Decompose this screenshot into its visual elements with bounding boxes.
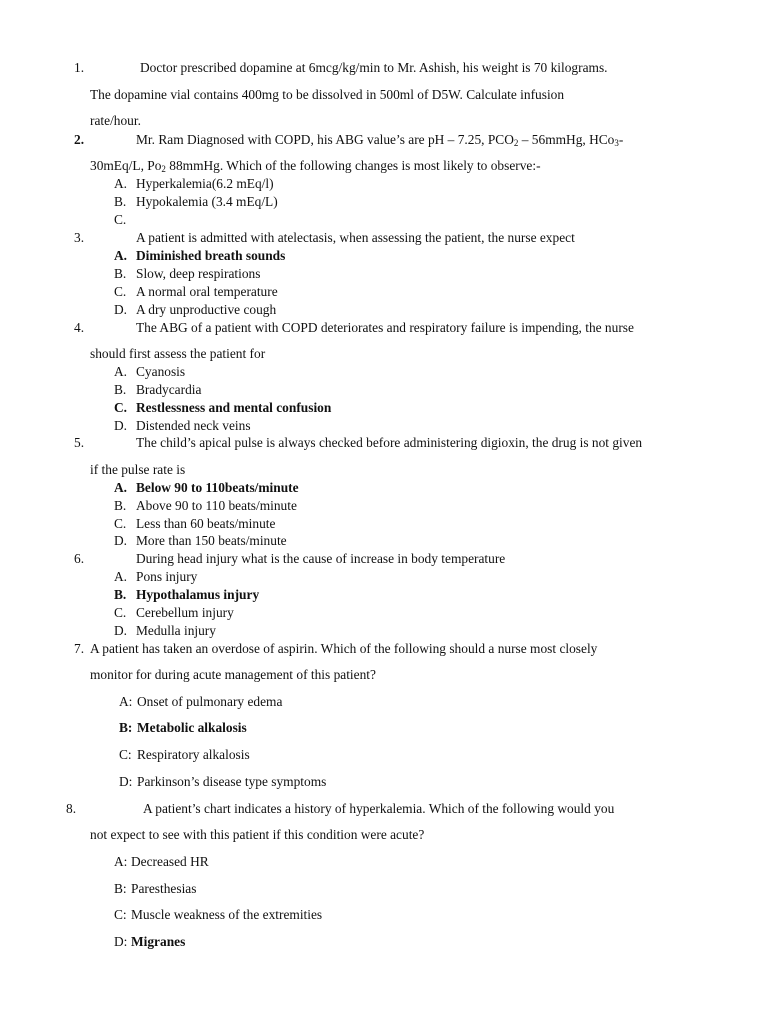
q3-option-c: A normal oral temperature (136, 284, 278, 299)
q8-text: A patient’s chart indicates a history of hyperkalemia. Which of the following would you (143, 801, 615, 816)
q4-option-b-letter: B. (114, 382, 127, 397)
q1-text-line2: The dopamine vial contains 400mg to be dissolved in 500ml of D5W. Calculate infusion (90, 87, 565, 102)
q4-option-c-letter: C. (114, 400, 128, 415)
q5-number: 5. (74, 435, 85, 450)
q4-option-a-letter: A. (114, 364, 128, 379)
q2-option-c-letter: C. (114, 212, 127, 227)
q8-option-d-letter: D: (114, 934, 128, 949)
q8-option-c: Muscle weakness of the extremities (131, 907, 323, 922)
q3-option-b: Slow, deep respirations (136, 266, 261, 281)
q5-option-b-letter: B. (114, 498, 127, 513)
q7-option-c-letter: C: (119, 747, 132, 762)
q4-option-d: Distended neck veins (136, 418, 251, 433)
q7-option-c: Respiratory alkalosis (137, 747, 250, 762)
q7-number: 7. (74, 641, 85, 656)
q7-text-line2: monitor for during acute management of this patient? (90, 667, 376, 682)
q8-option-b-letter: B: (114, 881, 127, 896)
q8-number: 8. (66, 801, 77, 816)
q8-option-b: Paresthesias (131, 881, 197, 896)
q8-option-d: Migranes (131, 934, 186, 949)
q4-option-a: Cyanosis (136, 364, 186, 379)
q5-text: The child’s apical pulse is always checked before administering digioxin, the drug is not given (136, 435, 643, 450)
q5-option-d-letter: D. (114, 533, 128, 548)
q2-option-a: Hyperkalemia(6.2 mEq/l) (136, 176, 274, 191)
q7-option-d-letter: D: (119, 774, 133, 789)
q5-option-c: Less than 60 beats/minute (136, 516, 276, 531)
q5-text-line2: if the pulse rate is (90, 462, 186, 477)
q2-option-b: Hypokalemia (3.4 mEq/L) (136, 194, 278, 209)
q4-option-b: Bradycardia (136, 382, 202, 397)
q6-option-b-letter: B. (114, 587, 127, 602)
q8-option-c-letter: C: (114, 907, 127, 922)
q8-text-line2: not expect to see with this patient if this condition were acute? (90, 827, 425, 842)
q4-option-d-letter: D. (114, 418, 128, 433)
q6-text: During head injury what is the cause of increase in body temperature (136, 551, 506, 566)
q4-option-c: Restlessness and mental confusion (136, 400, 332, 415)
q1-number: 1. (74, 60, 85, 75)
q5-option-a: Below 90 to 110beats/minute (136, 480, 299, 495)
q1-text: Doctor prescribed dopamine at 6mcg/kg/min to Mr. Ashish, his weight is 70 kilograms. (140, 60, 608, 75)
q4-number: 4. (74, 320, 85, 335)
q7-text: A patient has taken an overdose of aspirin. Which of the following should a nurse most closely (90, 641, 598, 656)
q3-number: 3. (74, 230, 85, 245)
q3-option-d-letter: D. (114, 302, 128, 317)
q4-text-line2: should first assess the patient for (90, 346, 266, 361)
q5-option-c-letter: C. (114, 516, 127, 531)
q6-option-c-letter: C. (114, 605, 127, 620)
q2-option-b-letter: B. (114, 194, 127, 209)
q6-option-c: Cerebellum injury (136, 605, 234, 620)
q4-text: The ABG of a patient with COPD deteriorates and respiratory failure is impending, the nurse (136, 320, 634, 335)
q1-text-line3: rate/hour. (90, 113, 141, 128)
q6-number: 6. (74, 551, 85, 566)
q7-option-a: Onset of pulmonary edema (137, 694, 283, 709)
q2-number: 2. (74, 132, 85, 147)
q5-option-d: More than 150 beats/minute (136, 533, 287, 548)
q8-option-a-letter: A: (114, 854, 128, 869)
q2-text-line2: 30mEq/L, $Po_2$ 88mmHg. Which of the following changes is most likely to observe:- (90, 158, 541, 174)
q7-option-b-letter: B: (119, 720, 133, 735)
q3-option-c-letter: C. (114, 284, 127, 299)
q3-text: A patient is admitted with atelectasis, when assessing the patient, the nurse expect (136, 230, 575, 245)
q2-text: Mr. Ram Diagnosed with COPD, his ABG value’s are pH – 7.25, $PCO_2$ – 56mmHg, HCo$_3$- (136, 132, 624, 148)
q3-option-a-letter: A. (114, 248, 128, 263)
q7-option-a-letter: A: (119, 694, 133, 709)
q6-option-b: Hypothalamus injury (136, 587, 260, 602)
q7-option-b: Metabolic alkalosis (137, 720, 247, 735)
q7-option-d: Parkinson’s disease type symptoms (137, 774, 327, 789)
q8-option-a: Decreased HR (131, 854, 209, 869)
q2-option-a-letter: A. (114, 176, 128, 191)
q6-option-a: Pons injury (136, 569, 198, 584)
q5-option-b: Above 90 to 110 beats/minute (136, 498, 297, 513)
q3-option-d: A dry unproductive cough (136, 302, 277, 317)
q3-option-b-letter: B. (114, 266, 127, 281)
q6-option-d-letter: D. (114, 623, 128, 638)
q5-option-a-letter: A. (114, 480, 128, 495)
q3-option-a: Diminished breath sounds (136, 248, 286, 263)
q6-option-a-letter: A. (114, 569, 128, 584)
q6-option-d: Medulla injury (136, 623, 216, 638)
